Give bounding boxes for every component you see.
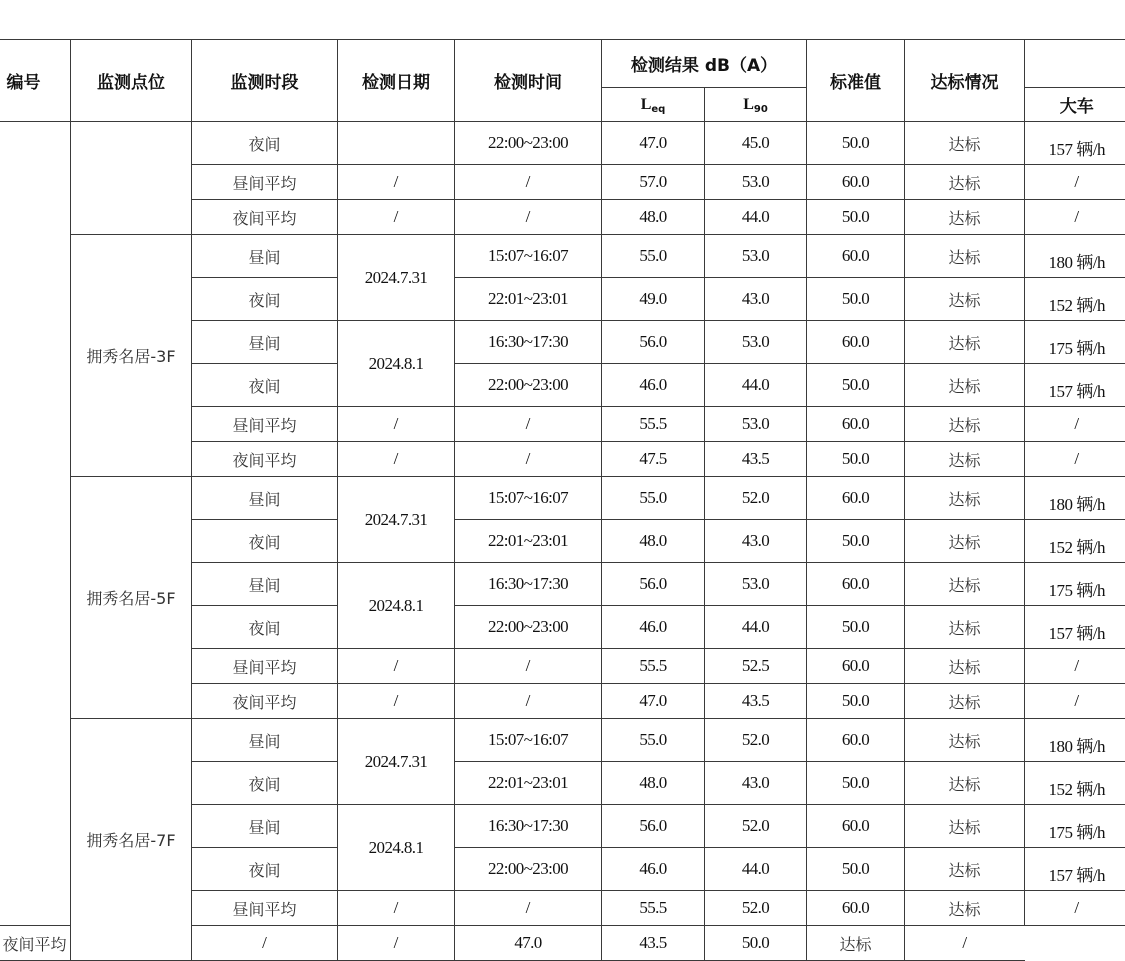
table-row [0, 235, 1125, 278]
compliance-cell: 达标 [905, 122, 1025, 165]
compliance-cell: 达标 [905, 848, 1025, 891]
standard-cell: 50.0 [807, 364, 905, 407]
leq-cell: 55.5 [602, 407, 705, 442]
date-cell [338, 122, 455, 165]
compliance-cell: 达标 [905, 321, 1025, 364]
time-cell: 22:00~23:00 [455, 122, 602, 165]
location-cell: 拥秀名居-7F [71, 719, 192, 961]
standard-cell: 50.0 [705, 926, 807, 961]
leq-cell: 47.0 [602, 122, 705, 165]
date-cell: / [338, 649, 455, 684]
leq-cell: 56.0 [602, 321, 705, 364]
vehicle-cell: / [1025, 200, 1125, 235]
compliance-cell: 达标 [905, 235, 1025, 278]
standard-cell: 50.0 [807, 520, 905, 563]
period-cell: 昼间平均 [192, 649, 338, 684]
header-standard: 标准值 [807, 40, 905, 122]
leq-cell: 47.0 [602, 684, 705, 719]
table-row [0, 122, 1125, 165]
vehicle-cell: 180 辆/h [1025, 235, 1125, 278]
table-row [0, 477, 1125, 520]
leq-cell: 47.0 [455, 926, 602, 961]
vehicle-cell: 180 辆/h [1025, 477, 1125, 520]
date-cell: 2024.8.1 [338, 563, 455, 649]
l90-cell: 43.0 [705, 762, 807, 805]
time-cell: / [455, 649, 602, 684]
date-cell: / [338, 442, 455, 477]
vehicle-cell: 157 辆/h [1025, 848, 1125, 891]
header-vehicle: 大车 [1025, 88, 1125, 122]
location-cell [71, 122, 192, 235]
standard-cell: 50.0 [807, 200, 905, 235]
compliance-cell: 达标 [905, 684, 1025, 719]
leq-cell: 56.0 [602, 563, 705, 606]
leq-cell: 55.5 [602, 649, 705, 684]
standard-cell: 50.0 [807, 278, 905, 321]
time-cell: / [455, 891, 602, 926]
leq-cell: 46.0 [602, 364, 705, 407]
compliance-cell: 达标 [905, 563, 1025, 606]
time-cell: 22:01~23:01 [455, 520, 602, 563]
vehicle-cell: / [1025, 891, 1125, 926]
header-l90-main: L [743, 96, 754, 113]
time-cell: / [455, 684, 602, 719]
leq-cell: 48.0 [602, 200, 705, 235]
leq-cell: 46.0 [602, 848, 705, 891]
leq-cell: 56.0 [602, 805, 705, 848]
standard-cell: 60.0 [807, 165, 905, 200]
l90-cell: 53.0 [705, 321, 807, 364]
period-cell: 昼间 [192, 235, 338, 278]
period-cell: 昼间 [192, 563, 338, 606]
time-cell: 22:00~23:00 [455, 364, 602, 407]
standard-cell: 60.0 [807, 891, 905, 926]
l90-cell: 44.0 [705, 606, 807, 649]
standard-cell: 50.0 [807, 848, 905, 891]
time-cell: 15:07~16:07 [455, 235, 602, 278]
l90-cell: 43.5 [705, 684, 807, 719]
header-code: 编号 [0, 40, 71, 122]
date-cell: 2024.8.1 [338, 805, 455, 891]
period-cell: 昼间平均 [192, 891, 338, 926]
period-cell: 昼间平均 [192, 165, 338, 200]
period-cell: 夜间平均 [192, 200, 338, 235]
standard-cell: 60.0 [807, 563, 905, 606]
period-cell: 夜间 [192, 122, 338, 165]
time-cell: / [455, 200, 602, 235]
leq-cell: 46.0 [602, 606, 705, 649]
period-cell: 夜间 [192, 278, 338, 321]
standard-cell: 50.0 [807, 606, 905, 649]
leq-cell: 55.5 [602, 891, 705, 926]
vehicle-cell: / [1025, 684, 1125, 719]
compliance-cell: 达标 [905, 719, 1025, 762]
date-cell: / [338, 165, 455, 200]
l90-cell: 52.5 [705, 649, 807, 684]
leq-cell: 57.0 [602, 165, 705, 200]
time-cell: 15:07~16:07 [455, 477, 602, 520]
l90-cell: 53.0 [705, 165, 807, 200]
header-l90 [705, 88, 807, 122]
leq-cell: 49.0 [602, 278, 705, 321]
vehicle-cell: / [905, 926, 1025, 961]
vehicle-cell: 175 辆/h [1025, 563, 1125, 606]
vehicle-cell: 175 辆/h [1025, 321, 1125, 364]
vehicle-cell: 157 辆/h [1025, 122, 1125, 165]
period-cell: 昼间 [192, 477, 338, 520]
standard-cell: 50.0 [807, 762, 905, 805]
leq-cell: 48.0 [602, 762, 705, 805]
l90-cell: 43.5 [602, 926, 705, 961]
period-cell: 夜间 [192, 848, 338, 891]
l90-cell: 44.0 [705, 200, 807, 235]
leq-cell: 48.0 [602, 520, 705, 563]
compliance-cell: 达标 [905, 520, 1025, 563]
vehicle-cell: 152 辆/h [1025, 762, 1125, 805]
compliance-cell: 达标 [905, 165, 1025, 200]
l90-cell: 43.5 [705, 442, 807, 477]
period-cell: 昼间 [192, 805, 338, 848]
standard-cell: 60.0 [807, 719, 905, 762]
l90-cell: 52.0 [705, 477, 807, 520]
standard-cell: 60.0 [807, 321, 905, 364]
table-body [0, 122, 1125, 961]
time-cell: 15:07~16:07 [455, 719, 602, 762]
compliance-cell: 达标 [905, 442, 1025, 477]
standard-cell: 50.0 [807, 122, 905, 165]
l90-cell: 52.0 [705, 719, 807, 762]
l90-cell: 43.0 [705, 520, 807, 563]
compliance-cell: 达标 [905, 649, 1025, 684]
table-header [0, 40, 1125, 122]
date-cell: / [338, 200, 455, 235]
date-cell: 2024.7.31 [338, 477, 455, 563]
period-cell: 昼间 [192, 719, 338, 762]
date-cell: 2024.7.31 [338, 719, 455, 805]
code-cell [0, 122, 71, 926]
period-cell: 夜间 [192, 520, 338, 563]
time-cell: 16:30~17:30 [455, 805, 602, 848]
header-compliance: 达标情况 [905, 40, 1025, 122]
date-cell: 2024.8.1 [338, 321, 455, 407]
time-cell: 22:01~23:01 [455, 278, 602, 321]
header-location: 监测点位 [71, 40, 192, 122]
noise-monitoring-table [0, 39, 1125, 961]
header-result: 检测结果 dB（A） [602, 40, 807, 88]
compliance-cell: 达标 [905, 762, 1025, 805]
time-cell: / [455, 442, 602, 477]
l90-cell: 52.0 [705, 805, 807, 848]
header-leq-sub: eq [651, 104, 666, 115]
leq-cell: 55.0 [602, 235, 705, 278]
leq-cell: 55.0 [602, 719, 705, 762]
vehicle-cell: 180 辆/h [1025, 719, 1125, 762]
date-cell: 2024.7.31 [338, 235, 455, 321]
l90-cell: 45.0 [705, 122, 807, 165]
l90-cell: 53.0 [705, 407, 807, 442]
l90-cell: 53.0 [705, 563, 807, 606]
standard-cell: 60.0 [807, 805, 905, 848]
vehicle-cell: 175 辆/h [1025, 805, 1125, 848]
leq-cell: 47.5 [602, 442, 705, 477]
compliance-cell: 达标 [905, 407, 1025, 442]
time-cell: 22:00~23:00 [455, 848, 602, 891]
vehicle-cell: / [1025, 165, 1125, 200]
noise-table-wrapper [0, 39, 1125, 961]
vehicle-cell: 157 辆/h [1025, 364, 1125, 407]
date-cell: / [338, 684, 455, 719]
period-cell: 夜间 [192, 364, 338, 407]
compliance-cell: 达标 [807, 926, 905, 961]
vehicle-cell: / [1025, 442, 1125, 477]
location-cell: 拥秀名居-3F [71, 235, 192, 477]
time-cell: 22:00~23:00 [455, 606, 602, 649]
l90-cell: 43.0 [705, 278, 807, 321]
header-traffic-blank [1025, 40, 1125, 88]
standard-cell: 60.0 [807, 477, 905, 520]
standard-cell: 50.0 [807, 684, 905, 719]
header-l90-sub: 90 [753, 104, 768, 115]
vehicle-cell: 152 辆/h [1025, 520, 1125, 563]
standard-cell: 50.0 [807, 442, 905, 477]
period-cell: 昼间 [192, 321, 338, 364]
period-cell: 昼间平均 [192, 407, 338, 442]
compliance-cell: 达标 [905, 278, 1025, 321]
compliance-cell: 达标 [905, 200, 1025, 235]
time-cell: 16:30~17:30 [455, 321, 602, 364]
period-cell: 夜间 [192, 606, 338, 649]
l90-cell: 53.0 [705, 235, 807, 278]
time-cell: / [455, 165, 602, 200]
compliance-cell: 达标 [905, 606, 1025, 649]
time-cell: 16:30~17:30 [455, 563, 602, 606]
l90-cell: 52.0 [705, 891, 807, 926]
l90-cell: 44.0 [705, 364, 807, 407]
period-cell: 夜间平均 [192, 684, 338, 719]
header-leq-main: L [640, 96, 652, 113]
time-cell: / [455, 407, 602, 442]
header-period: 监测时段 [192, 40, 338, 122]
period-cell: 夜间 [192, 762, 338, 805]
compliance-cell: 达标 [905, 891, 1025, 926]
table-row [0, 719, 1125, 762]
standard-cell: 60.0 [807, 235, 905, 278]
vehicle-cell: 157 辆/h [1025, 606, 1125, 649]
leq-cell: 55.0 [602, 477, 705, 520]
compliance-cell: 达标 [905, 477, 1025, 520]
standard-cell: 60.0 [807, 407, 905, 442]
compliance-cell: 达标 [905, 805, 1025, 848]
time-cell: / [338, 926, 455, 961]
time-cell: 22:01~23:01 [455, 762, 602, 805]
period-cell: 夜间平均 [0, 926, 71, 961]
date-cell: / [192, 926, 338, 961]
location-cell: 拥秀名居-5F [71, 477, 192, 719]
period-cell: 夜间平均 [192, 442, 338, 477]
date-cell: / [338, 407, 455, 442]
header-time: 检测时间 [455, 40, 602, 122]
vehicle-cell: 152 辆/h [1025, 278, 1125, 321]
date-cell: / [338, 891, 455, 926]
l90-cell: 44.0 [705, 848, 807, 891]
compliance-cell: 达标 [905, 364, 1025, 407]
header-leq [602, 88, 705, 122]
vehicle-cell: / [1025, 407, 1125, 442]
vehicle-cell: / [1025, 649, 1125, 684]
standard-cell: 60.0 [807, 649, 905, 684]
header-date: 检测日期 [338, 40, 455, 122]
